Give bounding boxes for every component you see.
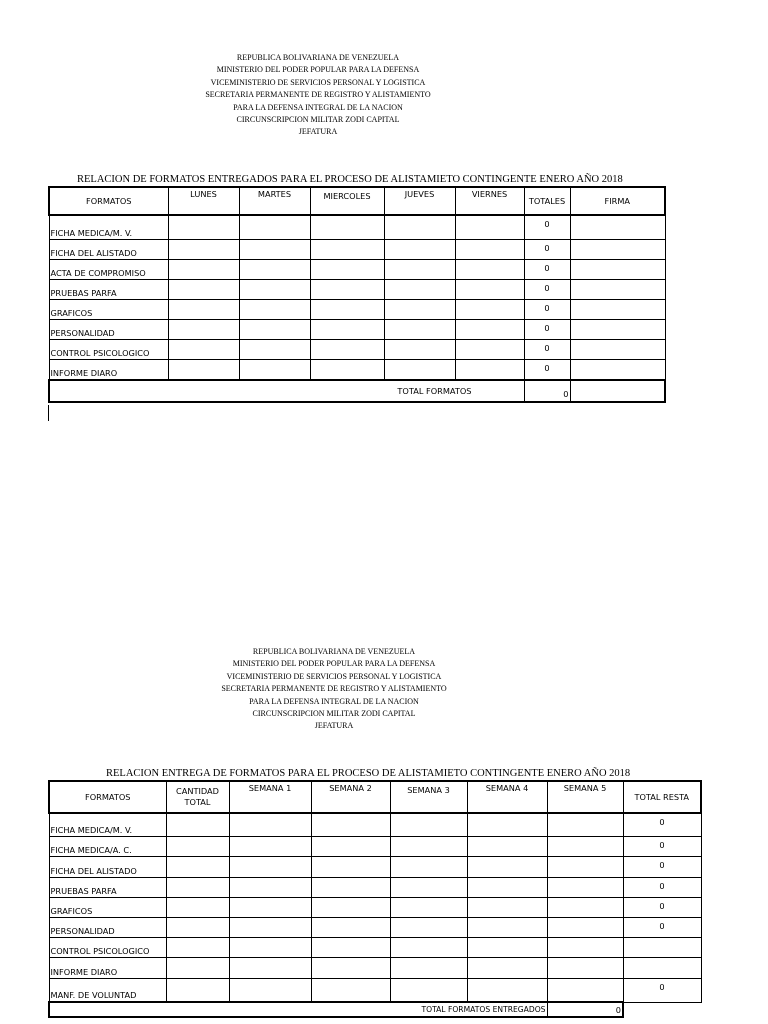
col-martes: MARTES (239, 187, 310, 215)
cell[interactable] (166, 978, 229, 1002)
cell[interactable] (547, 917, 623, 937)
cell[interactable] (547, 957, 623, 978)
cell[interactable] (455, 359, 524, 380)
letterhead-line: CIRCUNSCRIPCION MILITAR ZODI CAPITAL (236, 115, 400, 125)
table-row (49, 319, 665, 339)
cell[interactable] (455, 319, 524, 339)
cell[interactable] (310, 359, 384, 380)
table1-title: RELACION DE FORMATOS ENTREGADOS PARA EL PROCESO DE ALISTAMIETO CONTINGENTE ENERO AÑO 2018 (77, 174, 623, 185)
col-semana-2: SEMANA 2 (311, 781, 390, 813)
cell[interactable] (547, 836, 623, 856)
cell[interactable] (547, 856, 623, 877)
letterhead-line: CIRCUNSCRIPCION MILITAR ZODI CAPITAL (252, 709, 416, 719)
letterhead-2 (174, 646, 494, 733)
table-row (49, 877, 701, 897)
signature-cell[interactable] (570, 339, 665, 359)
cell[interactable] (239, 239, 310, 259)
table-row (49, 299, 665, 319)
table-row (49, 813, 701, 836)
col-total-resta: TOTAL RESTA (623, 781, 701, 813)
cell[interactable] (547, 877, 623, 897)
cell[interactable] (168, 279, 239, 299)
row-label: PRUEBAS PARFA (49, 877, 166, 897)
cell[interactable] (166, 917, 229, 937)
row-label: FICHA DEL ALISTADO (49, 239, 168, 259)
row-total: 0 (524, 259, 570, 279)
cell[interactable] (229, 856, 311, 877)
letterhead-line: JEFATURA (314, 721, 354, 731)
signature-cell[interactable] (570, 319, 665, 339)
cell[interactable] (455, 239, 524, 259)
cell[interactable] (310, 319, 384, 339)
row-total: 0 (524, 359, 570, 380)
letterhead-line: MINISTERIO DEL PODER POPULAR PARA LA DEFENSA (216, 65, 420, 75)
letterhead-line: REPUBLICA BOLIVARIANA DE VENEZUELA (236, 53, 400, 62)
total-empty-cell (623, 1002, 701, 1017)
cell[interactable] (467, 897, 547, 917)
col-formatos: FORMATOS (49, 187, 168, 215)
row-label: FICHA MEDICA/M. V. (49, 215, 168, 239)
row-total: 0 (623, 917, 701, 937)
cell[interactable] (310, 215, 384, 239)
cell[interactable] (311, 897, 390, 917)
row-label: CONTROL PSICOLOGICO (49, 339, 168, 359)
cell[interactable] (239, 339, 310, 359)
letterhead-line: PARA LA DEFENSA INTEGRAL DE LA NACION (233, 102, 403, 112)
signature-cell[interactable] (570, 215, 665, 239)
col-semana-1: SEMANA 1 (229, 781, 311, 813)
row-label: INFORME DIARO (49, 359, 168, 380)
total-signature-cell[interactable] (570, 380, 665, 402)
cell[interactable] (229, 877, 311, 897)
col-miercoles: MIERCOLES (310, 187, 384, 215)
col-lunes: LUNES (168, 187, 239, 215)
letterhead-1 (158, 52, 478, 139)
row-label: MANF. DE VOLUNTAD (49, 978, 166, 1002)
letterhead-line: VICEMINISTERIO DE SERVICIOS PERSONAL Y LOGISTICA (210, 77, 426, 87)
table2-header-row (49, 781, 701, 813)
cell[interactable] (467, 978, 547, 1002)
table-row (49, 937, 701, 957)
row-label: ACTA DE COMPROMISO (49, 259, 168, 279)
table-row (49, 359, 665, 380)
cell[interactable] (166, 897, 229, 917)
total-value: 0 (547, 1002, 623, 1017)
row-total: 0 (623, 877, 701, 897)
cell[interactable] (384, 359, 455, 380)
cell[interactable] (384, 259, 455, 279)
table-row (49, 339, 665, 359)
row-label: FICHA MEDICA/M. V. (49, 813, 166, 836)
cell[interactable] (310, 279, 384, 299)
letterhead-line: SECRETARIA PERMANENTE DE REGISTRO Y ALISTAMIENTO (221, 684, 447, 694)
table-row (49, 856, 701, 877)
cell[interactable] (467, 877, 547, 897)
cell[interactable] (239, 215, 310, 239)
weekly-delivery-table (48, 780, 702, 1018)
table-row (49, 215, 665, 239)
cell[interactable] (310, 259, 384, 279)
cell[interactable] (390, 937, 467, 957)
cell[interactable] (547, 978, 623, 1002)
row-total (623, 957, 701, 978)
cell[interactable] (310, 299, 384, 319)
table-row (49, 897, 701, 917)
cell[interactable] (311, 957, 390, 978)
table-row (49, 957, 701, 978)
cell[interactable] (390, 877, 467, 897)
letterhead-line: JEFATURA (298, 127, 338, 137)
cell[interactable] (310, 339, 384, 359)
cell[interactable] (168, 259, 239, 279)
cell[interactable] (384, 319, 455, 339)
table-row (49, 279, 665, 299)
cell[interactable] (239, 299, 310, 319)
cell[interactable] (467, 957, 547, 978)
row-label: PERSONALIDAD (49, 319, 168, 339)
letterhead-line: MINISTERIO DEL PODER POPULAR PARA LA DEFENSA (232, 659, 436, 669)
cell[interactable] (168, 299, 239, 319)
row-total: 0 (524, 239, 570, 259)
row-label: FICHA MEDICA/A. C. (49, 836, 166, 856)
total-label: TOTAL FORMATOS (49, 380, 524, 402)
col-formatos: FORMATOS (49, 781, 166, 813)
table1-header-row (49, 187, 665, 215)
table-row (49, 978, 701, 1002)
row-total: 0 (524, 339, 570, 359)
cell[interactable] (166, 836, 229, 856)
cell[interactable] (390, 836, 467, 856)
cell[interactable] (311, 813, 390, 836)
table-row (49, 917, 701, 937)
cell[interactable] (166, 957, 229, 978)
cell[interactable] (467, 813, 547, 836)
table-row (49, 259, 665, 279)
cell[interactable] (390, 957, 467, 978)
cell[interactable] (390, 813, 467, 836)
cell[interactable] (455, 259, 524, 279)
cell[interactable] (229, 978, 311, 1002)
row-label: GRAFICOS (49, 897, 166, 917)
cell[interactable] (168, 339, 239, 359)
col-cantidad-total: CANTIDAD TOTAL (166, 781, 229, 813)
col-semana-4: SEMANA 4 (467, 781, 547, 813)
cell[interactable] (547, 813, 623, 836)
row-total: 0 (623, 836, 701, 856)
cell[interactable] (311, 937, 390, 957)
cell[interactable] (166, 813, 229, 836)
row-label: PERSONALIDAD (49, 917, 166, 937)
cell[interactable] (239, 279, 310, 299)
table1-left-stub (48, 405, 49, 421)
cell[interactable] (455, 339, 524, 359)
row-label: GRAFICOS (49, 299, 168, 319)
cell[interactable] (455, 279, 524, 299)
cell[interactable] (455, 299, 524, 319)
row-total: 0 (524, 215, 570, 239)
row-total: 0 (623, 856, 701, 877)
row-total: 0 (623, 897, 701, 917)
letterhead-line: VICEMINISTERIO DE SERVICIOS PERSONAL Y LOGISTICA (226, 671, 442, 681)
cell[interactable] (168, 215, 239, 239)
cell[interactable] (311, 856, 390, 877)
row-total: 0 (524, 319, 570, 339)
cell[interactable] (229, 836, 311, 856)
cell[interactable] (229, 957, 311, 978)
cell[interactable] (168, 319, 239, 339)
cell[interactable] (310, 239, 384, 259)
cell[interactable] (390, 897, 467, 917)
row-label: PRUEBAS PARFA (49, 279, 168, 299)
cell[interactable] (168, 239, 239, 259)
table2-title: RELACION ENTREGA DE FORMATOS PARA EL PROCESO DE ALISTAMIETO CONTINGENTE ENERO AÑO 2018 (106, 768, 631, 779)
letterhead-line: REPUBLICA BOLIVARIANA DE VENEZUELA (252, 647, 416, 656)
cell[interactable] (229, 897, 311, 917)
cell[interactable] (229, 937, 311, 957)
row-label: INFORME DIARO (49, 957, 166, 978)
cell[interactable] (547, 897, 623, 917)
cell[interactable] (390, 856, 467, 877)
cell[interactable] (467, 937, 547, 957)
cell[interactable] (311, 978, 390, 1002)
cell[interactable] (467, 836, 547, 856)
signature-cell[interactable] (570, 239, 665, 259)
cell[interactable] (166, 877, 229, 897)
cell[interactable] (547, 937, 623, 957)
cell[interactable] (467, 856, 547, 877)
total-label: TOTAL FORMATOS ENTREGADOS (49, 1002, 547, 1017)
row-total (623, 937, 701, 957)
letterhead-line: PARA LA DEFENSA INTEGRAL DE LA NACION (249, 696, 419, 706)
col-viernes: VIERNES (455, 187, 524, 215)
cell[interactable] (168, 359, 239, 380)
cell[interactable] (229, 917, 311, 937)
table-row (49, 239, 665, 259)
row-label: CONTROL PSICOLOGICO (49, 937, 166, 957)
cell[interactable] (384, 299, 455, 319)
cell[interactable] (384, 215, 455, 239)
signature-cell[interactable] (570, 279, 665, 299)
cell[interactable] (239, 259, 310, 279)
cell[interactable] (390, 978, 467, 1002)
table-row (49, 836, 701, 856)
cell[interactable] (166, 937, 229, 957)
letterhead-line: SECRETARIA PERMANENTE DE REGISTRO Y ALISTAMIENTO (205, 90, 431, 100)
signature-cell[interactable] (570, 259, 665, 279)
cell[interactable] (229, 813, 311, 836)
total-row (49, 380, 665, 402)
row-label: FICHA DEL ALISTADO (49, 856, 166, 877)
weekly-formats-table (48, 186, 666, 403)
cell[interactable] (455, 215, 524, 239)
cell[interactable] (384, 279, 455, 299)
signature-cell[interactable] (570, 299, 665, 319)
cell[interactable] (311, 917, 390, 937)
cell[interactable] (390, 917, 467, 937)
row-total: 0 (623, 813, 701, 836)
cell[interactable] (311, 877, 390, 897)
signature-cell[interactable] (570, 359, 665, 380)
cell[interactable] (467, 917, 547, 937)
col-firma: FIRMA (570, 187, 665, 215)
cell[interactable] (384, 339, 455, 359)
cell[interactable] (239, 359, 310, 380)
col-semana-3: SEMANA 3 (390, 781, 467, 813)
total-value: 0 (524, 380, 570, 402)
cell[interactable] (311, 836, 390, 856)
cell[interactable] (166, 856, 229, 877)
row-total: 0 (524, 299, 570, 319)
col-jueves: JUEVES (384, 187, 455, 215)
total-row (49, 1002, 701, 1017)
col-totales: TOTALES (524, 187, 570, 215)
row-total: 0 (623, 978, 701, 1002)
cell[interactable] (384, 239, 455, 259)
cell[interactable] (239, 319, 310, 339)
col-semana-5: SEMANA 5 (547, 781, 623, 813)
row-total: 0 (524, 279, 570, 299)
